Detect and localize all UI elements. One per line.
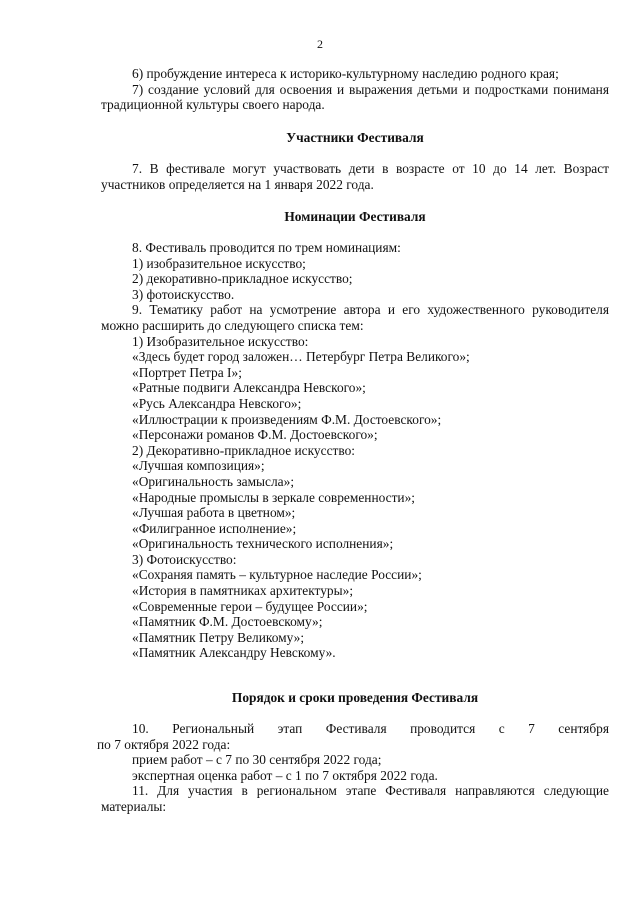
theme-item: «Оригинальность замысла»; bbox=[132, 473, 295, 489]
item10-word: 10. bbox=[132, 721, 149, 736]
procedure-item-10-continuation: по 7 октября 2022 года: bbox=[97, 736, 231, 752]
goal-item-6: 6) пробуждение интереса к историко-культурному наследию родного края; bbox=[132, 66, 559, 81]
nominations-intro: 8. Фестиваль проводится по трем номинациям: bbox=[132, 240, 401, 255]
participants-section bbox=[101, 130, 609, 146]
item10-word: Региональный bbox=[172, 721, 255, 736]
theme-item: 1) Изобразительное искусство: bbox=[132, 333, 309, 349]
procedure-heading: Порядок и сроки проведения Фестиваля bbox=[231, 690, 479, 705]
schedule-item: экспертная оценка работ – с 1 по 7 октября 2022 года. bbox=[132, 767, 438, 783]
participants-heading: Участники Фестиваля bbox=[286, 130, 424, 145]
theme-item: «Русь Александра Невского»; bbox=[132, 395, 302, 411]
theme-item: «История в памятниках архитектуры»; bbox=[132, 583, 354, 599]
nomination-item: 3) фотоискусство. bbox=[132, 286, 235, 302]
theme-item: «Оригинальность технического исполнения»; bbox=[132, 536, 394, 552]
goals-continuation bbox=[101, 66, 609, 113]
item10-word: Фестиваля bbox=[325, 721, 387, 736]
procedure-item-10 bbox=[101, 721, 609, 737]
theme-item: «Филигранное исполнение»; bbox=[132, 520, 297, 536]
theme-item: «Памятник Ф.М. Достоевскому»; bbox=[132, 614, 323, 630]
theme-item: «Памятник Александру Невскому». bbox=[132, 645, 336, 661]
page-number: 2 bbox=[317, 37, 323, 51]
nominations-heading: Номинации Фестиваля bbox=[284, 209, 426, 224]
procedure-item-11: 11. Для участия в региональном этапе Фестиваля направляются следующие материалы: bbox=[101, 783, 609, 814]
theme-item: «Здесь будет город заложен… Петербург Петра Великого»; bbox=[132, 349, 470, 365]
theme-item: «Ратные подвиги Александра Невского»; bbox=[132, 380, 366, 396]
participants-text: 7. В фестивале могут участвовать дети в возрасте от 10 до 14 лет. Возраст участников определяется на 1 января 2022 года. bbox=[101, 161, 609, 192]
theme-item: «Персонажи романов Ф.М. Достоевского»; bbox=[132, 427, 378, 443]
item10-word: этап bbox=[277, 721, 303, 736]
participants-body bbox=[101, 161, 609, 192]
item10-word: 7 bbox=[528, 721, 535, 736]
nominations-section bbox=[101, 209, 609, 225]
themes-intro: 9. Тематику работ на усмотрение автора и его художественного руководителя можно расширить до следующего списка тем: bbox=[101, 302, 609, 333]
item10-word: с bbox=[498, 721, 505, 736]
theme-item: «Лучшая композиция»; bbox=[132, 458, 265, 474]
theme-item: 2) Декоративно-прикладное искусство: bbox=[132, 442, 356, 458]
theme-item: 3) Фотоискусство: bbox=[132, 551, 237, 567]
item10-word: сентября bbox=[558, 721, 609, 736]
goal-item-7: 7) создание условий для освоения и выражения детьми и подростками пониманя традиционной культуры своего народа. bbox=[101, 81, 609, 113]
schedule-item: прием работ – с 7 по 30 сентября 2022 года; bbox=[132, 752, 382, 768]
theme-item: «Сохраняя память – культурное наследие России»; bbox=[132, 567, 422, 583]
theme-item: «Иллюстрации к произведениям Ф.М. Достоевского»; bbox=[132, 411, 442, 427]
theme-item: «Народные промыслы в зеркале современности»; bbox=[132, 489, 416, 505]
theme-item: «Современные герои – будущее России»; bbox=[132, 598, 368, 614]
nominations-body bbox=[101, 240, 609, 661]
theme-item: «Лучшая работа в цветном»; bbox=[132, 505, 296, 521]
procedure-section bbox=[101, 690, 609, 706]
nomination-item: 2) декоративно-прикладное искусство; bbox=[132, 271, 353, 287]
procedure-body bbox=[97, 721, 609, 815]
nomination-item: 1) изобразительное искусство; bbox=[132, 255, 306, 271]
theme-item: «Памятник Петру Великому»; bbox=[132, 629, 305, 645]
theme-item: «Портрет Петра I»; bbox=[132, 364, 242, 380]
item10-word: проводится bbox=[410, 721, 476, 736]
